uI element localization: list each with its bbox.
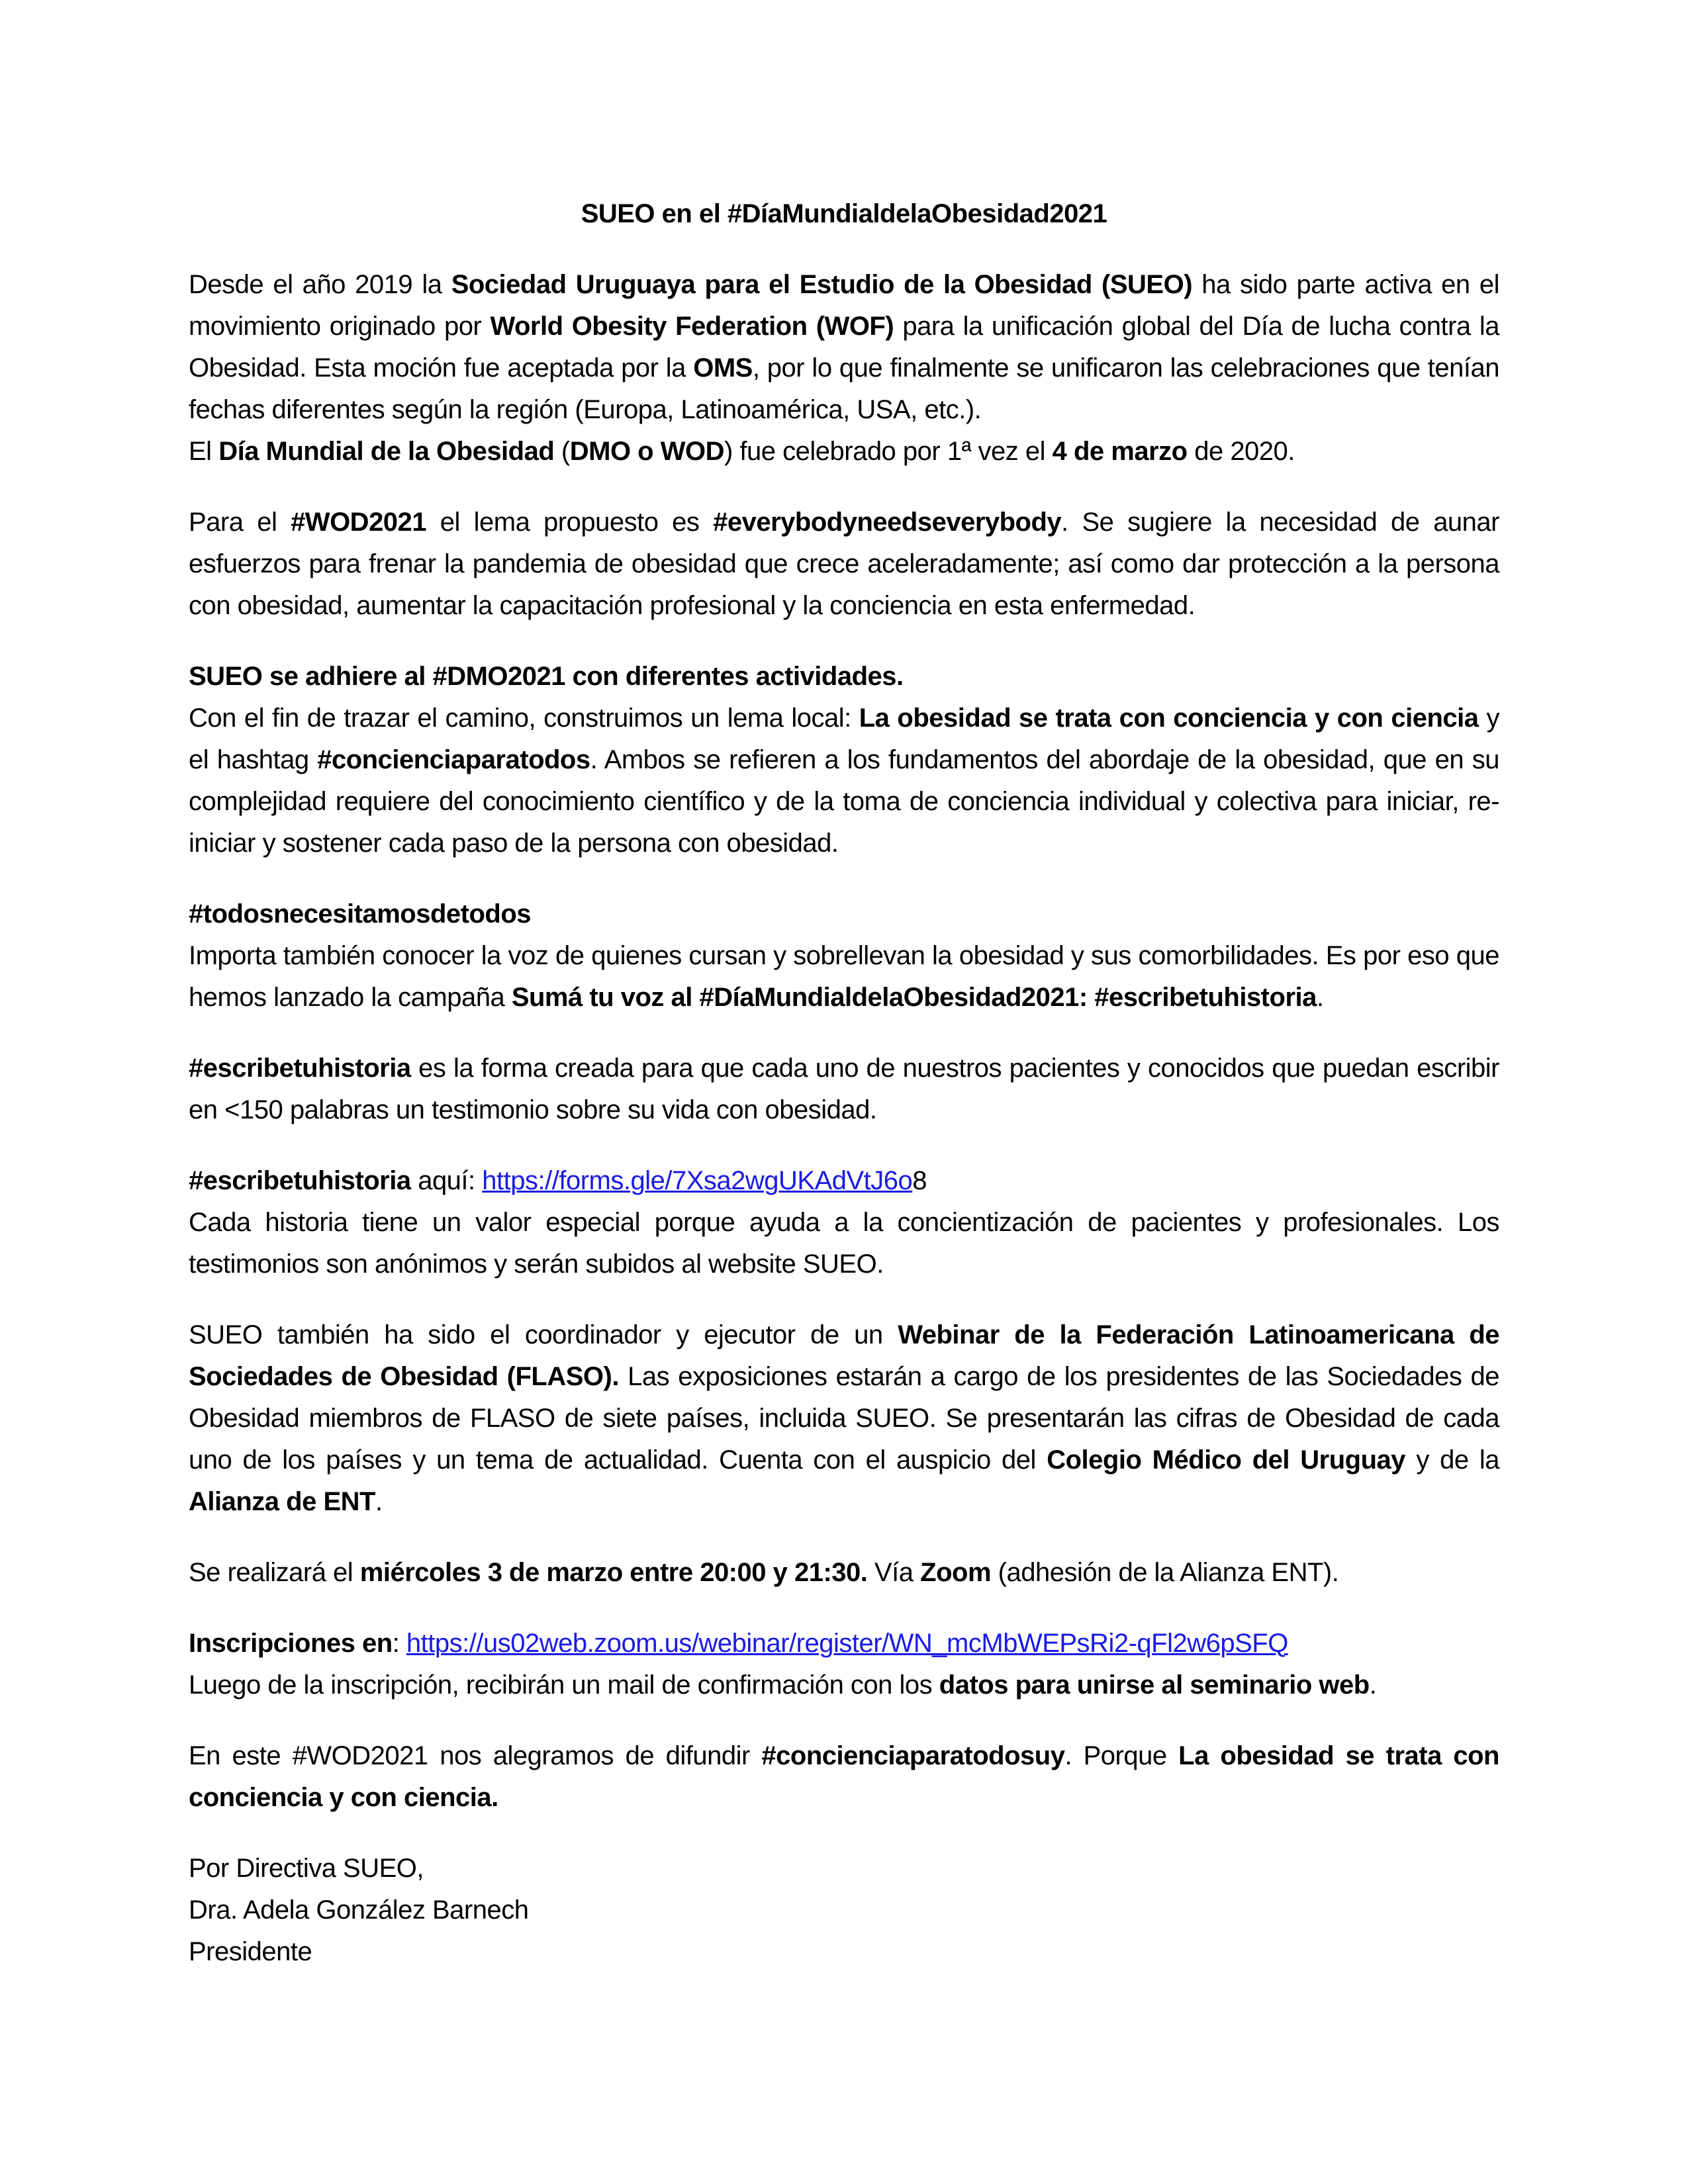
- text-segment: En este #WOD2021 nos alegramos de difundir: [189, 1741, 762, 1770]
- text-segment: Importa también conocer la voz de quienes cursan y sobrellevan la obesidad y sus comorbilidades. Es por eso que hemos lanzado la campaña: [189, 941, 1499, 1012]
- text-segment: :: [392, 1629, 406, 1658]
- text-segment: 8: [912, 1166, 927, 1195]
- text-segment: ha sido parte activa en el movimiento originado por: [189, 270, 1499, 341]
- text-segment: Con el fin de trazar el camino, construimos un lema local:: [189, 704, 859, 733]
- text-segment: Las exposiciones estarán a cargo de los presidentes de las Sociedades de Obesidad miembros de FLASO de siete países, incluida SUEO. Se presentarán las cifras de Obesidad de cada uno de los países y un tema de actualidad. Cuenta con el auspicio del: [189, 1362, 1499, 1475]
- document-title: SUEO en el #DíaMundialdelaObesidad2021: [581, 199, 1107, 228]
- bold-text-segment: 4 de marzo: [1052, 437, 1188, 466]
- bold-text-segment: Colegio Médico del Uruguay: [1047, 1445, 1406, 1475]
- paragraph-list: [189, 264, 1499, 1973]
- paragraph: [189, 1160, 1499, 1285]
- bold-text-segment: #escribetuhistoria: [189, 1054, 411, 1083]
- text-segment: y el hashtag: [189, 704, 1499, 774]
- paragraph: [189, 1314, 1499, 1523]
- bold-text-segment: #todosnecesitamosdetodos: [189, 899, 532, 929]
- text-segment: . Porque: [1064, 1741, 1179, 1770]
- bold-text-segment: Webinar de la Federación Latinoamericana de Sociedades de Obesidad (FLASO).: [189, 1320, 1499, 1391]
- paragraph: [189, 502, 1499, 627]
- text-segment: Para el: [189, 508, 291, 537]
- text-segment: de 2020.: [1187, 437, 1295, 466]
- paragraph: [189, 893, 1499, 1019]
- bold-text-segment: #everybodyneedseverybody: [713, 508, 1062, 537]
- bold-text-segment: La obesidad se trata con conciencia y con ciencia.: [189, 1741, 1499, 1812]
- text-segment: Vía: [867, 1558, 921, 1587]
- bold-text-segment: #escribetuhistoria: [189, 1166, 411, 1195]
- text-segment: Cada historia tiene un valor especial porque ayuda a la concientización de pacientes y profesionales. Los testimonios son anónimos y serán subidos al website SUEO.: [189, 1208, 1499, 1279]
- bold-text-segment: Sociedad Uruguaya para el Estudio de la Obesidad (SUEO): [451, 270, 1193, 299]
- text-segment: Por Directiva SUEO,: [189, 1854, 424, 1883]
- bold-text-segment: datos para unirse al seminario web: [939, 1670, 1370, 1700]
- text-segment: ) fue celebrado por 1ª vez el: [724, 437, 1053, 466]
- paragraph: [189, 1048, 1499, 1131]
- bold-text-segment: DMO o WOD: [569, 437, 724, 466]
- bold-text-segment: Zoom: [920, 1558, 992, 1587]
- text-segment: Dra. Adela González Barnech: [189, 1895, 529, 1925]
- text-segment: y de la: [1405, 1445, 1499, 1475]
- text-segment: .: [375, 1487, 383, 1516]
- bold-text-segment: #WOD2021: [291, 508, 427, 537]
- text-segment: .: [1369, 1670, 1377, 1700]
- bold-text-segment: La obesidad se trata con conciencia y con ciencia: [859, 704, 1479, 733]
- text-segment: (: [554, 437, 570, 466]
- text-segment: aquí:: [410, 1166, 483, 1195]
- text-segment: .: [1316, 983, 1324, 1012]
- paragraph: [189, 1848, 1499, 1973]
- text-segment: es la forma creada para que cada uno de nuestros pacientes y conocidos que puedan escribir en <150 palabras un testimonio sobre su vida con obesidad.: [189, 1054, 1499, 1124]
- bold-text-segment: #concienciaparatodos: [317, 745, 590, 774]
- text-segment: . Ambos se refieren a los fundamentos del abordaje de la obesidad, que en su complejidad requiere del conocimiento científico y de la toma de conciencia individual y colectiva para iniciar, re-iniciar y sostener cada paso de la persona con obesidad.: [189, 745, 1500, 858]
- bold-text-segment: #concienciaparatodosuy: [761, 1741, 1065, 1770]
- bold-text-segment: Sumá tu voz al #DíaMundialdelaObesidad2021: #escribetuhistoria: [511, 983, 1317, 1012]
- bold-text-segment: OMS: [693, 353, 753, 383]
- text-segment: El: [189, 437, 219, 466]
- bold-text-segment: Día Mundial de la Obesidad: [218, 437, 555, 466]
- text-segment: Presidente: [189, 1937, 312, 1966]
- text-segment: (adhesión de la Alianza ENT).: [991, 1558, 1339, 1587]
- text-segment: Se realizará el: [189, 1558, 360, 1587]
- hyperlink[interactable]: https://forms.gle/7Xsa2wgUKAdVtJ6o: [482, 1166, 913, 1195]
- bold-text-segment: miércoles 3 de marzo entre 20:00 y 21:30.: [359, 1558, 868, 1587]
- bold-text-segment: SUEO se adhiere al #DMO2021 con diferentes actividades.: [189, 662, 904, 691]
- bold-text-segment: Alianza de ENT: [189, 1487, 375, 1516]
- bold-text-segment: World Obesity Federation (WOF): [490, 312, 894, 341]
- paragraph: [189, 1623, 1499, 1706]
- text-segment: el lema propuesto es: [426, 508, 714, 537]
- paragraph: [189, 264, 1499, 473]
- text-segment: Desde el año 2019 la: [189, 270, 451, 299]
- text-segment: . Se sugiere la necesidad de aunar esfuerzos para frenar la pandemia de obesidad que crece aceleradamente; así como dar protección a la persona con obesidad, aumentar la capacitación profesional y la conciencia en esta enfermedad.: [189, 508, 1499, 620]
- hyperlink[interactable]: https://us02web.zoom.us/webinar/register/WN_mcMbWEPsRi2-qFl2w6pSFQ: [406, 1629, 1288, 1658]
- paragraph: [189, 1552, 1499, 1594]
- bold-text-segment: Inscripciones en: [189, 1629, 393, 1658]
- text-segment: , por lo que finalmente se unificaron las celebraciones que tenían fechas diferentes según la región (Europa, Latinoamérica, USA, etc.).: [189, 353, 1500, 424]
- text-segment: SUEO también ha sido el coordinador y ejecutor de un: [189, 1320, 898, 1349]
- text-segment: para la unificación global del Día de lucha contra la Obesidad. Esta moción fue aceptada por la: [189, 312, 1499, 383]
- text-segment: Luego de la inscripción, recibirán un mail de confirmación con los: [189, 1670, 939, 1700]
- paragraph: [189, 1735, 1499, 1819]
- paragraph: [189, 656, 1499, 864]
